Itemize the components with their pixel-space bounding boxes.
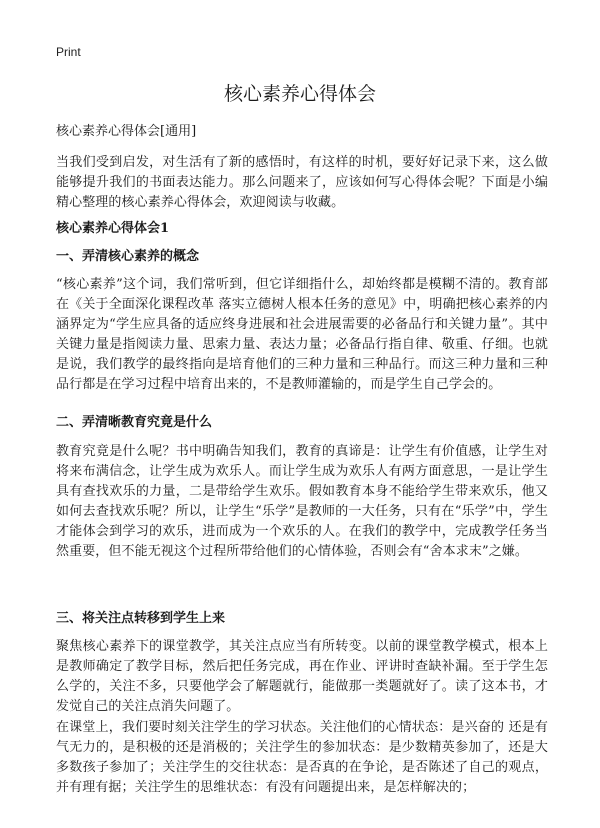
section-2-paragraph-1: 教育究竟是什么呢？书中明确告知我们，教育的真谛是：让学生有价值感，让学生对将来布满信念，让学生成为欢乐人。而让学生成为欢乐人有两方面意思，一是让学生具有查找欢乐的力量，二是带给学生欢乐。假如教育本身不能给学生带来欢乐，他又如何去查找欢乐呢？所以，让学生“乐学”是教师的一大任务，只有在“乐学”中，学生才能体会到学习的欢乐，进而成为一个欢乐的人。在我们的教学中，完成教学任务当然重要，但不能无视这个过程所带给他们的心情体验，否则会有“舍本求末”之嫌。 [56,444,548,559]
document-subtitle: 核心素养心得体会[通用] [56,124,197,139]
section-1-paragraph-1: “核心素养”这个词，我们常听到，但它详细指什么，却始终都是模糊不清的。教育部在《关于全面深化课程改革 落实立德树人根本任务的意见》中，明确把核心素养的内涵界定为“学生应具备的适应终身进展和社会进展需要的必备品行和关键力量”。其中关键力量是指阅读力量、思索力量、表达力量；必备品行指自律、敬重、仔细。也就是说，我们教学的最终指向是培育他们的三种力量和三种品行。而这三种力量和三种品行都是在学习过程中培育出来的，不是教师灌输的，而是学生自己学会的。 [56,277,548,392]
section-3-paragraph-1: 聚焦核心素养下的课堂教学，其关注点应当有所转变。以前的课堂教学模式，根本上是教师确定了教学目标，然后把任务完成，再在作业、评讲时查缺补漏。至于学生怎么学的，关注不多，只要他学会了解题就行，能做那一类题就好了。读了这本书，才发觉自己的关注点消失问题了。 [56,639,548,714]
section-3-heading: 三、将关注点转移到学生上来 [56,611,226,626]
intro-paragraph: 当我们受到启发，对生活有了新的感悟时，有这样的时机，要好好记录下来，这么做能够提升我们的书面表达能力。那么问题来了，应该如何写心得体会呢？下面是小编精心整理的核心素养心得体会，欢迎阅读与收藏。 [56,155,548,210]
print-link[interactable]: Print [56,45,81,59]
document-title: 核心素养心得体会 [223,83,376,105]
section-2-heading: 二、弄清晰教育究竟是什么 [56,415,213,430]
section-1-heading: 一、弄清核心素养的概念 [56,249,200,264]
section-3-paragraph-2: 在课堂上，我们要时刻关注学生的学习状态。关注他们的心情状态：是兴奋的 还是有气无力的，是积极的还是消极的；关注学生的参加状态：是少数精英参加了，还是大多数孩子参加了；关注学生的交往状态：是否真的在争论，是否陈述了自己的观点，并有理有据；关注学生的思维状态：有没有问题提出来，是怎样解决的； [56,720,548,795]
section-title: 核心素养心得体会1 [56,221,170,236]
